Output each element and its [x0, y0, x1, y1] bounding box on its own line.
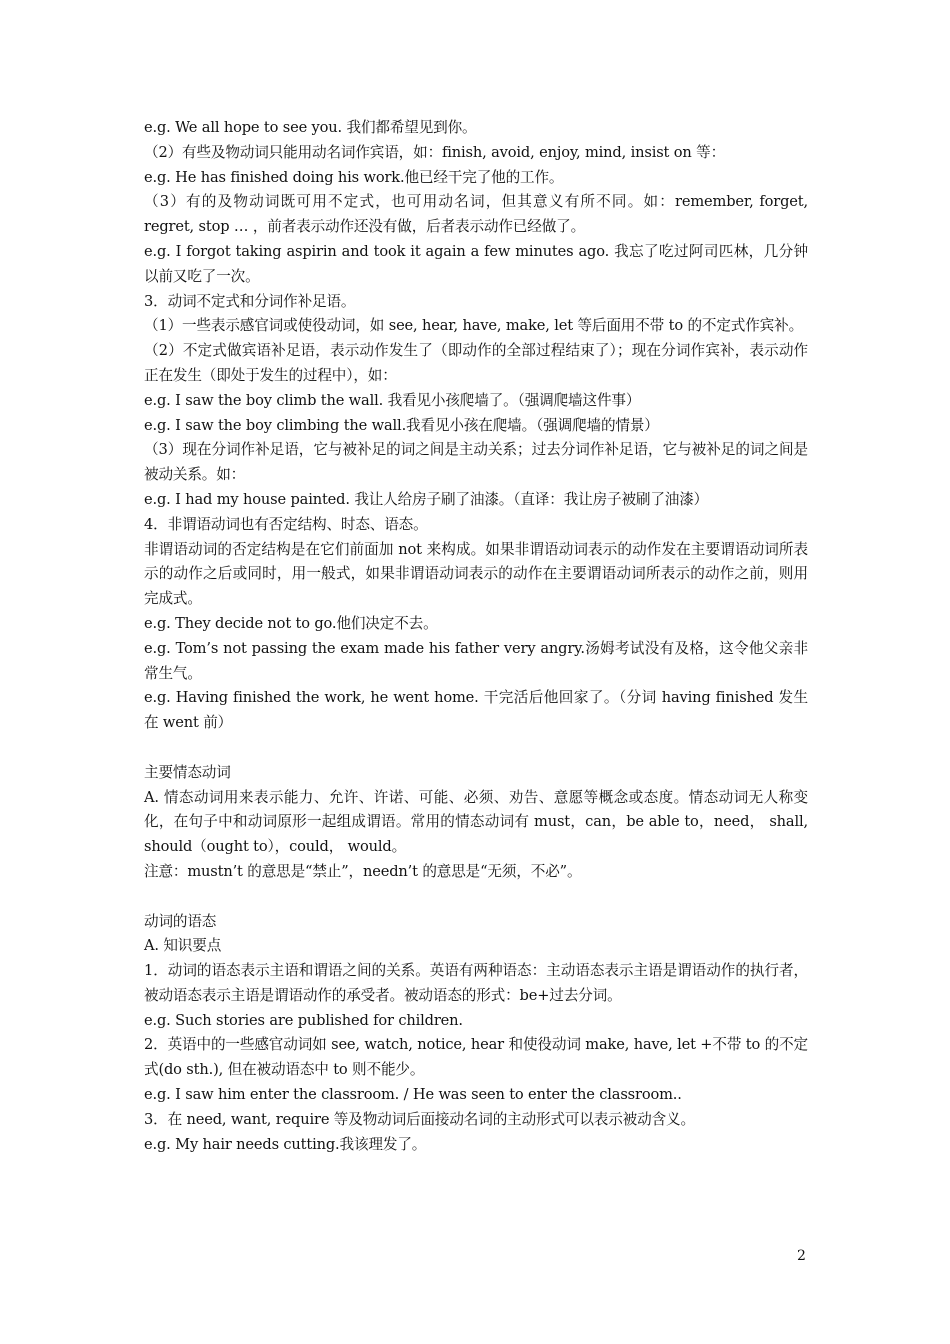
- text-line: （1）一些表示感官词或使役动词，如 see, hear, have, make, let 等后面用不带 to 的不定式作宾补。: [144, 317, 804, 335]
- text-line: （2）有些及物动词只能用动名词作宾语，如：finish, avoid, enjoy, mind, insist on 等：: [144, 143, 726, 161]
- text-line: 2．英语中的一些感官动词如 see, watch, notice, hear 和使役动词 make, have, let +不带 to 的不定式(do sth.), 但在被动语态中 to 则不能少。: [144, 1036, 808, 1079]
- blank-line: [144, 885, 808, 910]
- text-line: A. 情态动词用来表示能力、允许、许诺、可能、必须、劝告、意愿等概念或态度。情态动词无人称变化，在句子中和动词原形一起组成谓语。常用的情态动词有 must，can，be able to，need， shall, should（ought to），could， would。: [144, 788, 808, 856]
- text-line: 非谓语动词的否定结构是在它们前面加 not 来构成。如果非谓语动词表示的动作发在主要谓语动词所表示的动作之后或同时，用一般式，如果非谓语动词表示的动作在主要谓语动词所表示的动作之前，则用完成式。: [144, 540, 808, 608]
- example-line: e.g. They decide not to go.他们决定不去。: [144, 614, 438, 632]
- example-line: e.g. I had my house painted. 我让人给房子刷了油漆。（直译：我让房子被刷了油漆）: [144, 490, 709, 508]
- section-title: 动词的语态: [144, 912, 217, 930]
- example-line: e.g. I saw the boy climbing the wall.我看见小孩在爬墙。（强调爬墙的情景）: [144, 416, 659, 434]
- example-line: e.g. Having finished the work, he went home. 干完活后他回家了。（分词 having finished 发生在 went 前）: [144, 689, 808, 732]
- example-line: e.g. Tom’s not passing the exam made his father very angry.汤姆考试没有及格，这令他父亲非常生气。: [144, 639, 808, 682]
- blank-line: [144, 736, 808, 761]
- text-line: （2）不定式做宾语补足语，表示动作发生了（即动作的全部过程结束了）；现在分词作宾补，表示动作正在发生（即处于发生的过程中），如：: [144, 342, 808, 384]
- text-line: e.g. I forgot taking aspirin and took it again a few minutes ago. 我忘了吃过阿司匹林，几分钟以前又吃了一次。: [144, 242, 808, 285]
- text-line: e.g. We all hope to see you. 我们都希望见到你。: [144, 119, 477, 136]
- text-line: e.g. He has finished doing his work.他已经干完了他的工作。: [144, 168, 564, 186]
- page-number: 2: [797, 1248, 806, 1264]
- section-title: 主要情态动词: [144, 763, 231, 781]
- section-heading: 4．非谓语动词也有否定结构、时态、语态。: [144, 515, 428, 533]
- example-line: e.g. I saw the boy climb the wall. 我看见小孩爬墙了。（强调爬墙这件事）: [144, 391, 641, 409]
- subsection-title: A. 知识要点: [144, 937, 222, 955]
- text-line: （3）现在分词作补足语，它与被补足的词之间是主动关系；过去分词作补足语，它与被补足的词之间是被动关系。如：: [144, 441, 808, 484]
- example-line: e.g. My hair needs cutting.我该理发了。: [144, 1135, 427, 1153]
- section-heading: 3．动词不定式和分词作补足语。: [144, 292, 356, 310]
- example-line: e.g. Such stories are published for children.: [144, 1011, 463, 1029]
- example-line: e.g. I saw him enter the classroom. / He was seen to enter the classroom..: [144, 1086, 682, 1104]
- text-line: 3．在 need, want, require 等及物动词后面接动名词的主动形式可以表示被动含义。: [144, 1110, 695, 1128]
- text-line: （3）有的及物动词既可用不定式，也可用动名词，但其意义有所不同。如：remember, forget, regret, stop … ，前者表示动作还没有做，后者表示动作已经做了。: [144, 193, 808, 236]
- text-line: 1．动词的语态表示主语和谓语之间的关系。英语有两种语态：主动语态表示主语是谓语动作的执行者，被动语态表示主语是谓语动作的承受者。被动语态的形式：be+过去分词。: [144, 962, 808, 1004]
- note-line: 注意：mustn’t 的意思是“禁止”，needn’t 的意思是“无须，不必”。: [144, 862, 582, 880]
- document-body: [144, 116, 808, 1157]
